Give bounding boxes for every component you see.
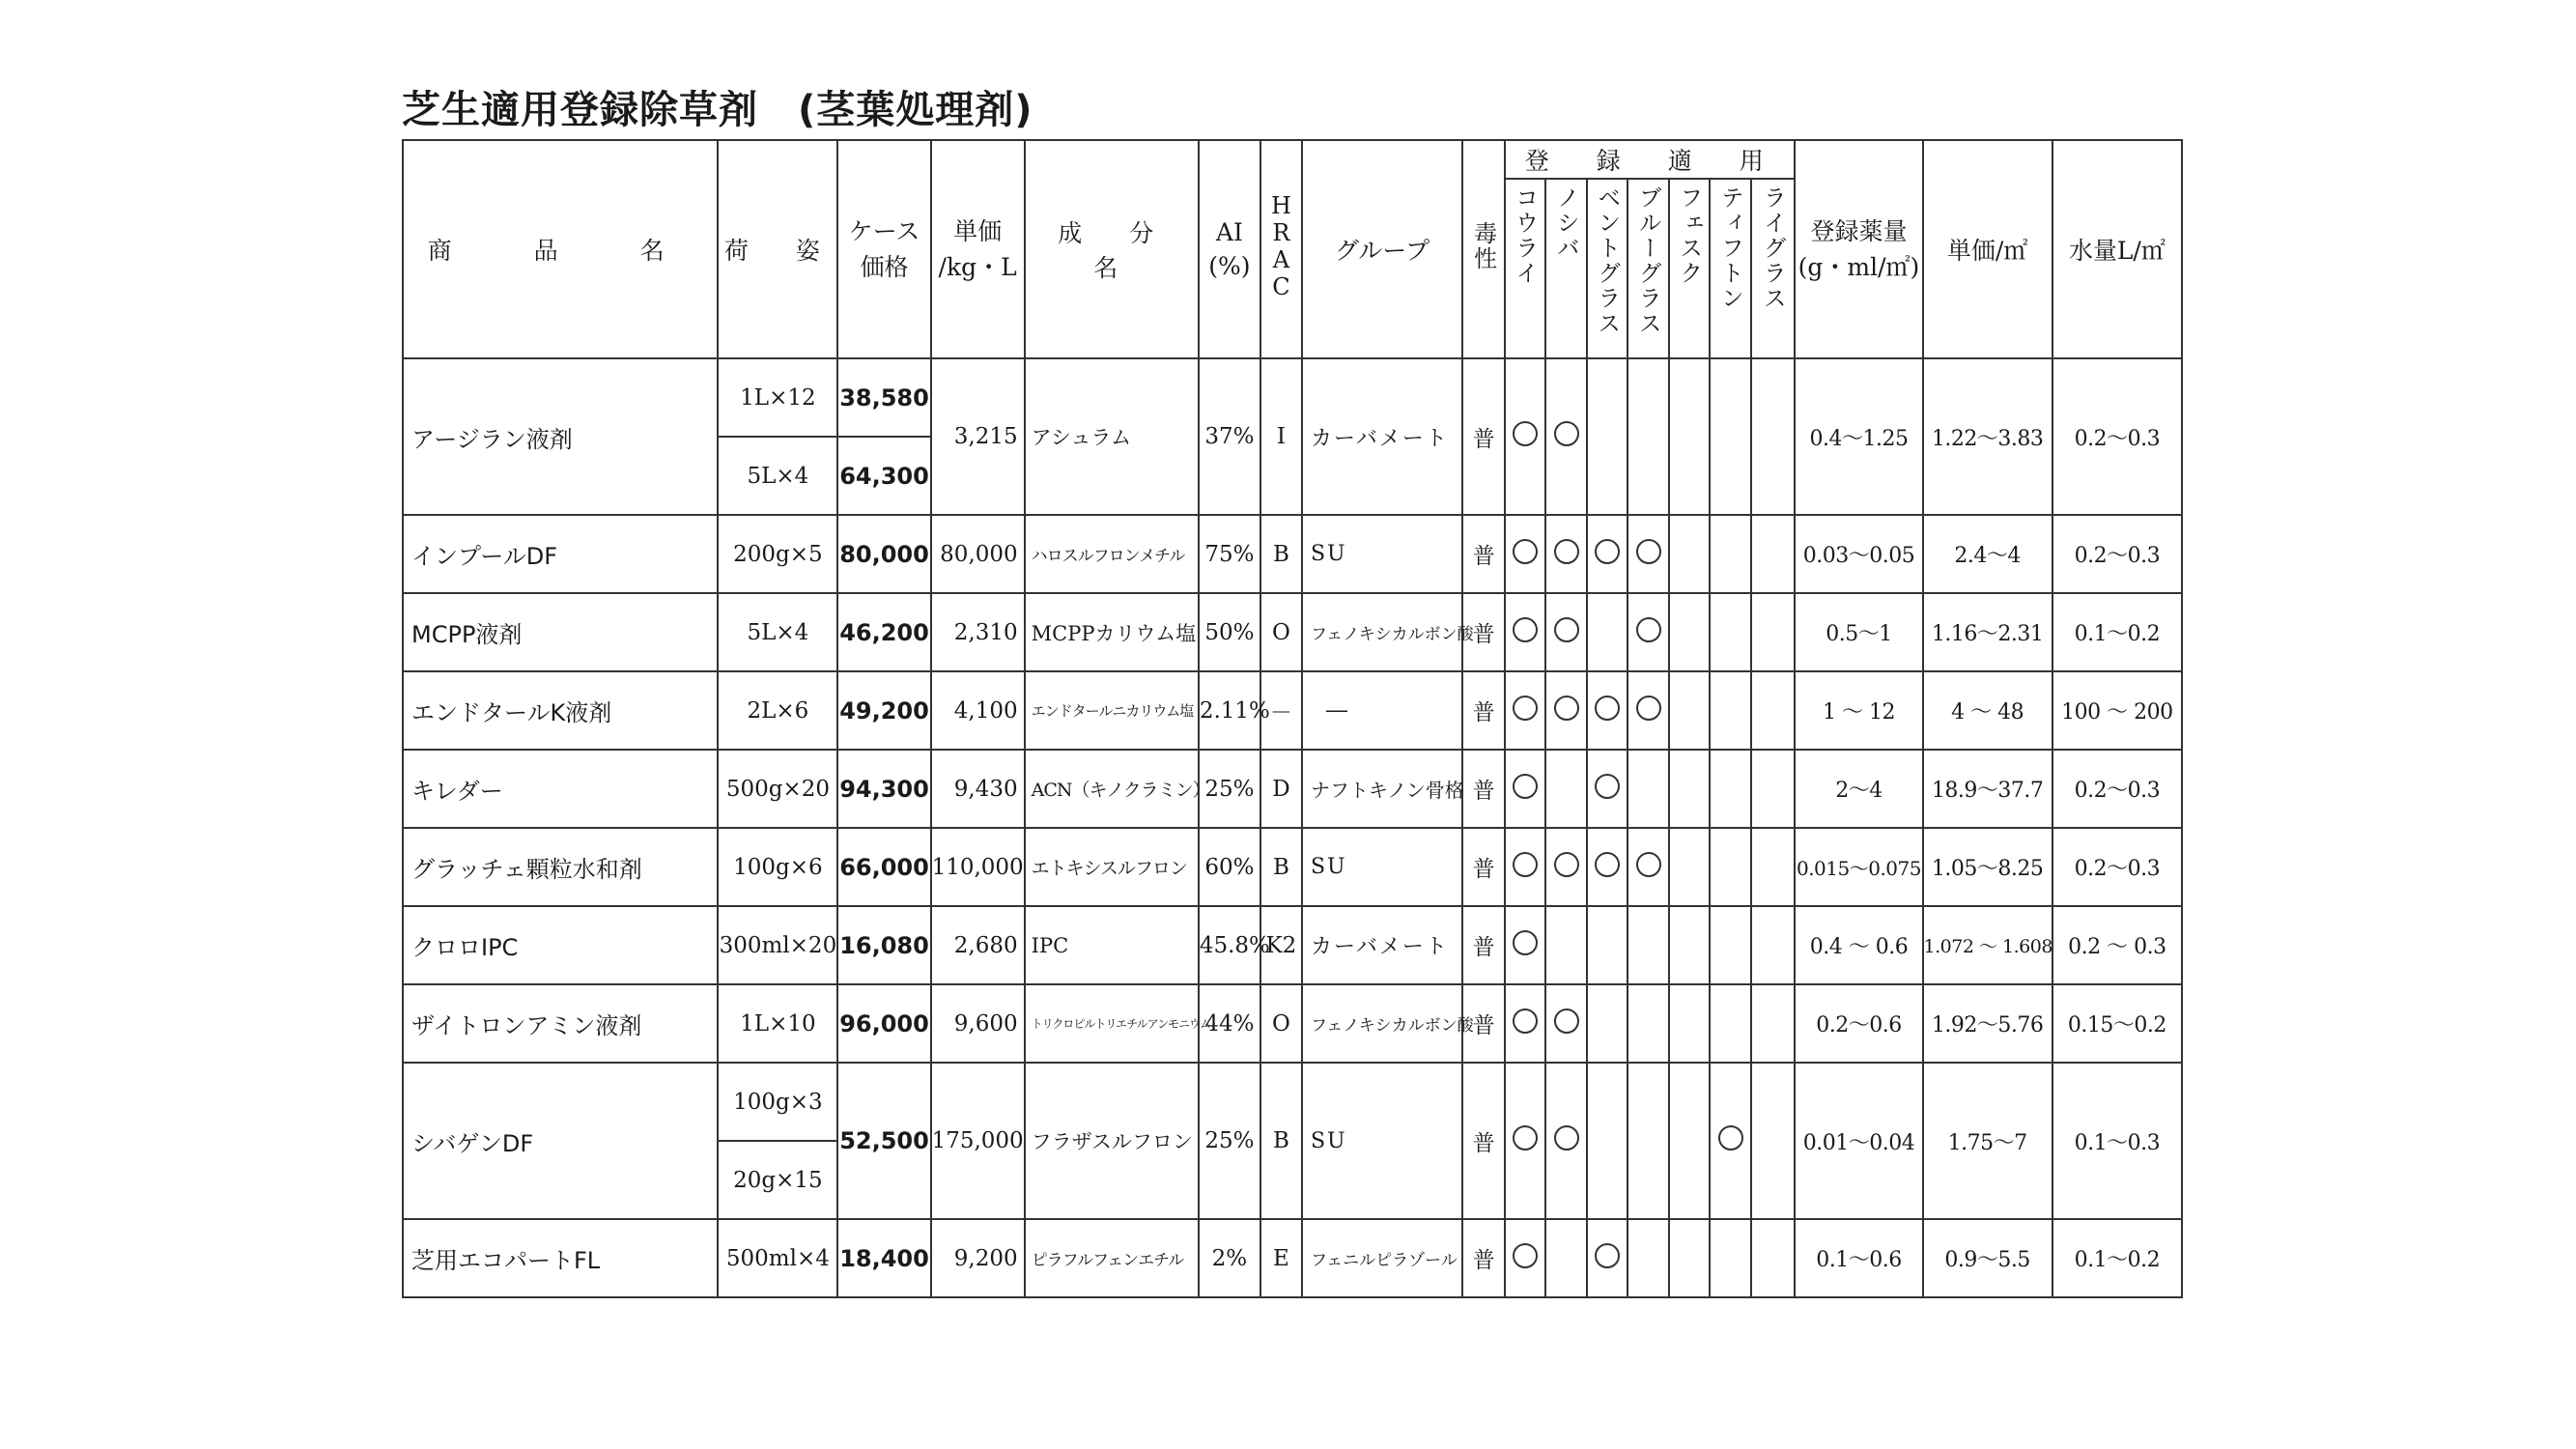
table-row [403,515,2182,593]
registered-mark-icon [1513,1125,1538,1151]
package: 5L×4 [718,437,837,515]
turf-cell [1669,593,1710,671]
unit-price: 9,200 [931,1219,1025,1297]
dose: 0.1～0.6 [1795,1219,1922,1297]
package: 300ml×20 [718,906,837,984]
registered-mark-icon [1513,1243,1538,1268]
registered-mark-icon [1513,696,1538,721]
turf-cell [1710,906,1751,984]
turf-cell [1751,984,1795,1063]
table-row [403,1219,2182,1297]
turf-cell [1505,358,1545,515]
turf-cell [1505,906,1545,984]
ai-percent: 37% [1199,358,1260,515]
registered-mark-icon [1595,696,1620,721]
package: 100g×3 [718,1063,837,1141]
toxicity: 普 [1462,906,1505,984]
case-price: 80,000 [837,515,930,593]
turf-cell [1587,593,1628,671]
turf-cell [1628,1063,1669,1219]
table-row [403,906,2182,984]
registered-mark-icon [1554,1009,1579,1034]
header-turf-type: ベントグラス [1587,179,1628,358]
turf-cell [1710,671,1751,750]
table-row [403,984,2182,1063]
turf-cell [1669,1219,1710,1297]
registered-mark-icon [1554,617,1579,642]
toxicity: 普 [1462,593,1505,671]
header-product-name: 商 品 名 [403,140,718,358]
toxicity: 普 [1462,515,1505,593]
header-registration: 登 録 適 用 [1505,140,1795,179]
case-price: 94,300 [837,750,930,828]
price-per-m2: 1.92～5.76 [1923,984,2052,1063]
ingredient: トリクロピルトリエチルアンモニウム [1025,984,1199,1063]
table-row [403,671,2182,750]
ingredient: ACN（キノクラミン） [1025,750,1199,828]
ingredient: アシュラム [1025,358,1199,515]
registered-mark-icon [1513,421,1538,446]
registered-mark-icon [1636,539,1661,564]
turf-cell [1545,1219,1587,1297]
turf-cell [1751,593,1795,671]
ingredient: エンドタールニカリウム塩 [1025,671,1199,750]
toxicity: 普 [1462,671,1505,750]
water-volume: 0.2 ～ 0.3 [2052,906,2182,984]
water-volume: 0.1～0.3 [2052,1063,2182,1219]
turf-cell [1628,515,1669,593]
case-price: 49,200 [837,671,930,750]
turf-cell [1628,593,1669,671]
turf-cell [1587,1219,1628,1297]
price-per-m2: 1.75～7 [1923,1063,2052,1219]
header-case-price: ケース 価格 [837,140,930,358]
table-row [403,828,2182,906]
ai-percent: 60% [1199,828,1260,906]
group: カーバメート [1302,358,1462,515]
price-per-m2: 0.9～5.5 [1923,1219,2052,1297]
hrac: I [1260,358,1302,515]
table-row [403,593,2182,671]
turf-cell [1545,358,1587,515]
turf-cell [1669,906,1710,984]
registered-mark-icon [1513,852,1538,877]
header-turf-type: コウライ [1505,179,1545,358]
ai-percent: 44% [1199,984,1260,1063]
registered-mark-icon [1513,617,1538,642]
unit-price: 2,680 [931,906,1025,984]
hrac: O [1260,984,1302,1063]
turf-cell [1710,984,1751,1063]
case-price: 64,300 [837,437,930,515]
unit-price: 175,000 [931,1063,1025,1219]
turf-cell [1505,750,1545,828]
turf-cell [1587,515,1628,593]
header-unit-price: 単価 /kg・L [931,140,1025,358]
header-hrac: HRAC [1260,140,1302,358]
unit-price: 9,600 [931,984,1025,1063]
water-volume: 100 ～ 200 [2052,671,2182,750]
turf-cell [1545,750,1587,828]
group: SU [1302,828,1462,906]
turf-cell [1669,750,1710,828]
turf-cell [1628,984,1669,1063]
registered-mark-icon [1595,1243,1620,1268]
turf-cell [1628,671,1669,750]
toxicity: 普 [1462,358,1505,515]
product-name: アージラン液剤 [403,358,718,515]
product-name: エンドタールK液剤 [403,671,718,750]
turf-cell [1628,750,1669,828]
turf-cell [1587,358,1628,515]
hrac: B [1260,828,1302,906]
turf-cell [1669,358,1710,515]
turf-cell [1710,515,1751,593]
group: フェニルピラゾール [1302,1219,1462,1297]
header-ai: AI (%) [1199,140,1260,358]
dose: 0.01～0.04 [1795,1063,1922,1219]
package: 200g×5 [718,515,837,593]
turf-cell [1669,828,1710,906]
turf-cell [1505,671,1545,750]
product-name: MCPP液剤 [403,593,718,671]
water-volume: 0.1～0.2 [2052,593,2182,671]
registered-mark-icon [1718,1125,1743,1151]
case-price: 16,080 [837,906,930,984]
turf-cell [1505,828,1545,906]
registered-mark-icon [1554,852,1579,877]
herbicide-table [402,139,2183,1298]
water-volume: 0.2～0.3 [2052,515,2182,593]
dose: 0.5～1 [1795,593,1922,671]
package: 500ml×4 [718,1219,837,1297]
case-price: 46,200 [837,593,930,671]
unit-price: 2,310 [931,593,1025,671]
ai-percent: 75% [1199,515,1260,593]
price-per-m2: 1.05～8.25 [1923,828,2052,906]
registered-mark-icon [1554,421,1579,446]
dose: 2～4 [1795,750,1922,828]
ai-percent: 2.11% [1199,671,1260,750]
turf-cell [1669,1063,1710,1219]
turf-cell [1710,750,1751,828]
turf-cell [1751,906,1795,984]
header-turf-type: ブルーグラス [1628,179,1669,358]
registered-mark-icon [1595,539,1620,564]
registered-mark-icon [1513,930,1538,955]
ingredient: ピラフルフェンエチル [1025,1219,1199,1297]
turf-cell [1628,358,1669,515]
turf-cell [1505,593,1545,671]
turf-cell [1545,1063,1587,1219]
registered-mark-icon [1636,852,1661,877]
hrac: K2 [1260,906,1302,984]
hrac: O [1260,593,1302,671]
registered-mark-icon [1595,852,1620,877]
package: 1L×12 [718,358,837,437]
package: 100g×6 [718,828,837,906]
unit-price: 3,215 [931,358,1025,515]
water-volume: 0.2～0.3 [2052,828,2182,906]
registered-mark-icon [1513,1009,1538,1034]
group: SU [1302,515,1462,593]
turf-cell [1505,515,1545,593]
unit-price: 4,100 [931,671,1025,750]
turf-cell [1710,828,1751,906]
water-volume: 0.2～0.3 [2052,750,2182,828]
unit-price: 9,430 [931,750,1025,828]
dose: 0.015～0.075 [1795,828,1922,906]
water-volume: 0.2～0.3 [2052,358,2182,515]
registered-mark-icon [1595,774,1620,799]
ingredient: フラザスルフロン [1025,1063,1199,1219]
product-name: クロロIPC [403,906,718,984]
turf-cell [1587,906,1628,984]
turf-cell [1628,828,1669,906]
hrac: － [1260,671,1302,750]
package: 500g×20 [718,750,837,828]
turf-cell [1751,671,1795,750]
ingredient: MCPPカリウム塩 [1025,593,1199,671]
turf-cell [1710,1063,1751,1219]
ai-percent: 2% [1199,1219,1260,1297]
ingredient: エトキシスルフロン [1025,828,1199,906]
group: フェノキシカルボン酸 [1302,593,1462,671]
turf-cell [1751,1063,1795,1219]
hrac: B [1260,515,1302,593]
registered-mark-icon [1636,617,1661,642]
table-row [403,1063,2182,1141]
turf-cell [1545,828,1587,906]
hrac: D [1260,750,1302,828]
turf-cell [1505,1219,1545,1297]
header-group: グループ [1302,140,1462,358]
turf-cell [1710,358,1751,515]
header-toxicity: 毒性 [1462,140,1505,358]
case-price: 96,000 [837,984,930,1063]
ai-percent: 50% [1199,593,1260,671]
price-per-m2: 18.9～37.7 [1923,750,2052,828]
turf-cell [1751,515,1795,593]
turf-cell [1587,828,1628,906]
package: 1L×10 [718,984,837,1063]
turf-cell [1545,984,1587,1063]
registered-mark-icon [1513,774,1538,799]
ai-percent: 25% [1199,1063,1260,1219]
header-turf-type: ティフトン [1710,179,1751,358]
dose: 0.2～0.6 [1795,984,1922,1063]
group: SU [1302,1063,1462,1219]
ingredient: IPC [1025,906,1199,984]
turf-cell [1710,593,1751,671]
price-per-m2: 2.4～4 [1923,515,2052,593]
group: ナフトキノン骨格 [1302,750,1462,828]
product-name: 芝用エコパートFL [403,1219,718,1297]
price-per-m2: 1.072 ～ 1.608 [1923,906,2052,984]
turf-cell [1587,1063,1628,1219]
case-price: 66,000 [837,828,930,906]
group: カーバメート [1302,906,1462,984]
toxicity: 普 [1462,750,1505,828]
toxicity: 普 [1462,1063,1505,1219]
ingredient: ハロスルフロンメチル [1025,515,1199,593]
turf-cell [1628,1219,1669,1297]
dose: 0.4～1.25 [1795,358,1922,515]
page-title: 芝生適用登録除草剤 (茎葉処理剤) [402,88,1033,132]
case-price: 38,580 [837,358,930,437]
registered-mark-icon [1513,539,1538,564]
turf-cell [1751,358,1795,515]
registered-mark-icon [1554,1125,1579,1151]
product-name: キレダー [403,750,718,828]
table-row [403,358,2182,437]
unit-price: 80,000 [931,515,1025,593]
dose: 1 ～ 12 [1795,671,1922,750]
turf-cell [1505,1063,1545,1219]
turf-cell [1587,750,1628,828]
product-name: ザイトロンアミン液剤 [403,984,718,1063]
turf-cell [1545,593,1587,671]
toxicity: 普 [1462,1219,1505,1297]
group: フェノキシカルボン酸 [1302,984,1462,1063]
ai-percent: 25% [1199,750,1260,828]
header-turf-type: ノシバ [1545,179,1587,358]
registered-mark-icon [1554,696,1579,721]
turf-cell [1545,906,1587,984]
toxicity: 普 [1462,984,1505,1063]
ai-percent: 45.8% [1199,906,1260,984]
header-turf-type: ライグラス [1751,179,1795,358]
unit-price: 110,000 [931,828,1025,906]
header-ingredient: 成 分 名 [1025,140,1199,358]
registered-mark-icon [1636,696,1661,721]
header-turf-type: フェスク [1669,179,1710,358]
header-water: 水量L/㎡ [2052,140,2182,358]
table-row [403,750,2182,828]
turf-cell [1669,984,1710,1063]
package: 5L×4 [718,593,837,671]
group: ― [1302,671,1462,750]
turf-cell [1751,828,1795,906]
dose: 0.03～0.05 [1795,515,1922,593]
turf-cell [1545,671,1587,750]
hrac: E [1260,1219,1302,1297]
turf-cell [1628,906,1669,984]
turf-cell [1669,671,1710,750]
turf-cell [1669,515,1710,593]
registered-mark-icon [1554,539,1579,564]
product-name: グラッチェ顆粒水和剤 [403,828,718,906]
water-volume: 0.15～0.2 [2052,984,2182,1063]
turf-cell [1587,984,1628,1063]
package: 20g×15 [718,1141,837,1219]
water-volume: 0.1～0.2 [2052,1219,2182,1297]
turf-cell [1710,1219,1751,1297]
product-name: シバゲンDF [403,1063,718,1219]
package: 2L×6 [718,671,837,750]
hrac: B [1260,1063,1302,1219]
turf-cell [1587,671,1628,750]
header-dose: 登録薬量 (g・ml/㎡) [1795,140,1922,358]
case-price: 52,500 [837,1063,930,1219]
turf-cell [1505,984,1545,1063]
product-name: インプールDF [403,515,718,593]
price-per-m2: 1.22～3.83 [1923,358,2052,515]
toxicity: 普 [1462,828,1505,906]
header-price-m2: 単価/㎡ [1923,140,2052,358]
price-per-m2: 4 ～ 48 [1923,671,2052,750]
case-price: 18,400 [837,1219,930,1297]
header-package: 荷 姿 [718,140,837,358]
turf-cell [1545,515,1587,593]
price-per-m2: 1.16～2.31 [1923,593,2052,671]
dose: 0.4 ～ 0.6 [1795,906,1922,984]
turf-cell [1751,750,1795,828]
turf-cell [1751,1219,1795,1297]
